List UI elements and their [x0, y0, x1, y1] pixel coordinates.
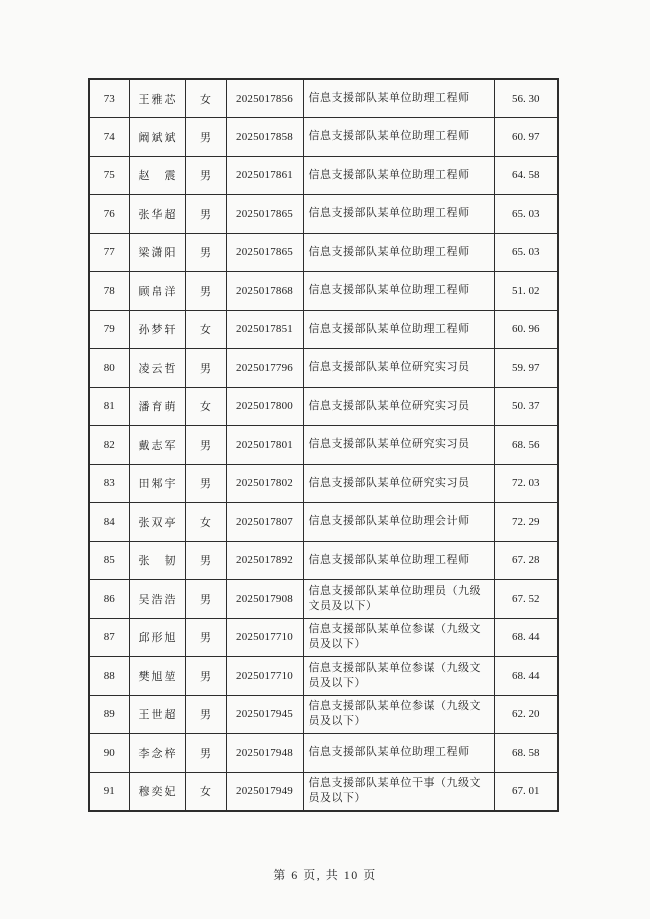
table-row	[89, 195, 558, 234]
table-row	[89, 657, 558, 696]
cell-exam-number: 2025017861	[226, 156, 303, 195]
cell-position: 信息支援部队某单位参谋（九级文员及以下）	[303, 618, 494, 657]
cell-name: 潘育萌	[129, 387, 185, 426]
cell-gender: 男	[185, 657, 226, 696]
cell-gender: 男	[185, 272, 226, 311]
cell-name: 田邾宇	[129, 464, 185, 503]
cell-gender: 女	[185, 503, 226, 542]
cell-position: 信息支援部队某单位助理工程师	[303, 79, 494, 118]
cell-position: 信息支援部队某单位研究实习员	[303, 387, 494, 426]
cell-name: 梁潇阳	[129, 233, 185, 272]
table-row	[89, 233, 558, 272]
cell-exam-number: 2025017807	[226, 503, 303, 542]
table-row	[89, 734, 558, 773]
cell-position: 信息支援部队某单位干事（九级文员及以下）	[303, 772, 494, 811]
table-row	[89, 503, 558, 542]
table-row	[89, 541, 558, 580]
cell-exam-number: 2025017856	[226, 79, 303, 118]
cell-score: 72. 29	[494, 503, 558, 542]
cell-gender: 女	[185, 79, 226, 118]
cell-gender: 男	[185, 195, 226, 234]
cell-score: 72. 03	[494, 464, 558, 503]
cell-name: 邱形旭	[129, 618, 185, 657]
cell-serial-number: 91	[89, 772, 129, 811]
cell-exam-number: 2025017949	[226, 772, 303, 811]
cell-name: 李念梓	[129, 734, 185, 773]
cell-position: 信息支援部队某单位研究实习员	[303, 426, 494, 465]
cell-gender: 男	[185, 618, 226, 657]
cell-serial-number: 83	[89, 464, 129, 503]
cell-position: 信息支援部队某单位助理会计师	[303, 503, 494, 542]
cell-serial-number: 84	[89, 503, 129, 542]
cell-score: 62. 20	[494, 695, 558, 734]
cell-score: 50. 37	[494, 387, 558, 426]
cell-exam-number: 2025017710	[226, 618, 303, 657]
table-row	[89, 618, 558, 657]
cell-position: 信息支援部队某单位助理工程师	[303, 734, 494, 773]
table-row	[89, 387, 558, 426]
cell-position: 信息支援部队某单位研究实习员	[303, 349, 494, 388]
cell-name: 阚斌斌	[129, 118, 185, 157]
cell-exam-number: 2025017948	[226, 734, 303, 773]
cell-gender: 男	[185, 734, 226, 773]
cell-serial-number: 75	[89, 156, 129, 195]
cell-exam-number: 2025017865	[226, 233, 303, 272]
cell-serial-number: 81	[89, 387, 129, 426]
cell-name: 顾帛洋	[129, 272, 185, 311]
cell-gender: 男	[185, 233, 226, 272]
cell-serial-number: 79	[89, 310, 129, 349]
table-row	[89, 156, 558, 195]
cell-position: 信息支援部队某单位参谋（九级文员及以下）	[303, 695, 494, 734]
table-row	[89, 772, 558, 811]
table-row	[89, 79, 558, 118]
cell-score: 67. 52	[494, 580, 558, 619]
cell-exam-number: 2025017802	[226, 464, 303, 503]
cell-serial-number: 74	[89, 118, 129, 157]
cell-score: 65. 03	[494, 233, 558, 272]
table-row	[89, 349, 558, 388]
cell-score: 68. 44	[494, 657, 558, 696]
cell-score: 67. 28	[494, 541, 558, 580]
cell-score: 56. 30	[494, 79, 558, 118]
cell-score: 65. 03	[494, 195, 558, 234]
cell-gender: 男	[185, 118, 226, 157]
cell-exam-number: 2025017851	[226, 310, 303, 349]
cell-serial-number: 86	[89, 580, 129, 619]
cell-gender: 男	[185, 349, 226, 388]
cell-position: 信息支援部队某单位助理员（九级文员及以下）	[303, 580, 494, 619]
cell-name: 王世超	[129, 695, 185, 734]
cell-gender: 女	[185, 387, 226, 426]
cell-exam-number: 2025017868	[226, 272, 303, 311]
cell-score: 51. 02	[494, 272, 558, 311]
cell-name: 孙梦轩	[129, 310, 185, 349]
table-row	[89, 118, 558, 157]
cell-exam-number: 2025017908	[226, 580, 303, 619]
table-row	[89, 310, 558, 349]
cell-name: 樊旭堃	[129, 657, 185, 696]
cell-position: 信息支援部队某单位助理工程师	[303, 233, 494, 272]
cell-exam-number: 2025017800	[226, 387, 303, 426]
table-row	[89, 695, 558, 734]
cell-serial-number: 77	[89, 233, 129, 272]
cell-score: 68. 56	[494, 426, 558, 465]
cell-position: 信息支援部队某单位助理工程师	[303, 156, 494, 195]
cell-score: 67. 01	[494, 772, 558, 811]
cell-position: 信息支援部队某单位助理工程师	[303, 118, 494, 157]
cell-exam-number: 2025017865	[226, 195, 303, 234]
cell-name: 凌云哲	[129, 349, 185, 388]
cell-exam-number: 2025017796	[226, 349, 303, 388]
cell-serial-number: 85	[89, 541, 129, 580]
cell-gender: 男	[185, 541, 226, 580]
cell-score: 64. 58	[494, 156, 558, 195]
cell-score: 59. 97	[494, 349, 558, 388]
table-row	[89, 580, 558, 619]
cell-name: 穆奕妃	[129, 772, 185, 811]
page-number-footer: 第 6 页, 共 10 页	[273, 868, 377, 882]
cell-serial-number: 73	[89, 79, 129, 118]
cell-position: 信息支援部队某单位助理工程师	[303, 195, 494, 234]
cell-gender: 女	[185, 772, 226, 811]
table-row	[89, 426, 558, 465]
cell-gender: 男	[185, 464, 226, 503]
cell-gender: 女	[185, 310, 226, 349]
cell-serial-number: 76	[89, 195, 129, 234]
cell-serial-number: 80	[89, 349, 129, 388]
cell-position: 信息支援部队某单位助理工程师	[303, 310, 494, 349]
cell-exam-number: 2025017801	[226, 426, 303, 465]
cell-name: 戴志军	[129, 426, 185, 465]
cell-position: 信息支援部队某单位参谋（九级文员及以下）	[303, 657, 494, 696]
cell-score: 60. 97	[494, 118, 558, 157]
cell-gender: 男	[185, 426, 226, 465]
cell-exam-number: 2025017858	[226, 118, 303, 157]
cell-gender: 男	[185, 580, 226, 619]
cell-exam-number: 2025017710	[226, 657, 303, 696]
cell-name: 赵 震	[129, 156, 185, 195]
cell-serial-number: 82	[89, 426, 129, 465]
cell-name: 王雅芯	[129, 79, 185, 118]
cell-name: 吴浩浩	[129, 580, 185, 619]
cell-exam-number: 2025017892	[226, 541, 303, 580]
cell-name: 张双亭	[129, 503, 185, 542]
cell-position: 信息支援部队某单位研究实习员	[303, 464, 494, 503]
cell-gender: 男	[185, 695, 226, 734]
cell-score: 68. 44	[494, 618, 558, 657]
cell-gender: 男	[185, 156, 226, 195]
cell-serial-number: 89	[89, 695, 129, 734]
cell-serial-number: 90	[89, 734, 129, 773]
score-table-body	[89, 79, 558, 811]
cell-exam-number: 2025017945	[226, 695, 303, 734]
table-row	[89, 464, 558, 503]
cell-position: 信息支援部队某单位助理工程师	[303, 541, 494, 580]
cell-name: 张华超	[129, 195, 185, 234]
cell-serial-number: 88	[89, 657, 129, 696]
cell-score: 68. 58	[494, 734, 558, 773]
cell-position: 信息支援部队某单位助理工程师	[303, 272, 494, 311]
cell-score: 60. 96	[494, 310, 558, 349]
score-table	[88, 78, 559, 812]
table-row	[89, 272, 558, 311]
cell-name: 张 韧	[129, 541, 185, 580]
cell-serial-number: 87	[89, 618, 129, 657]
cell-serial-number: 78	[89, 272, 129, 311]
